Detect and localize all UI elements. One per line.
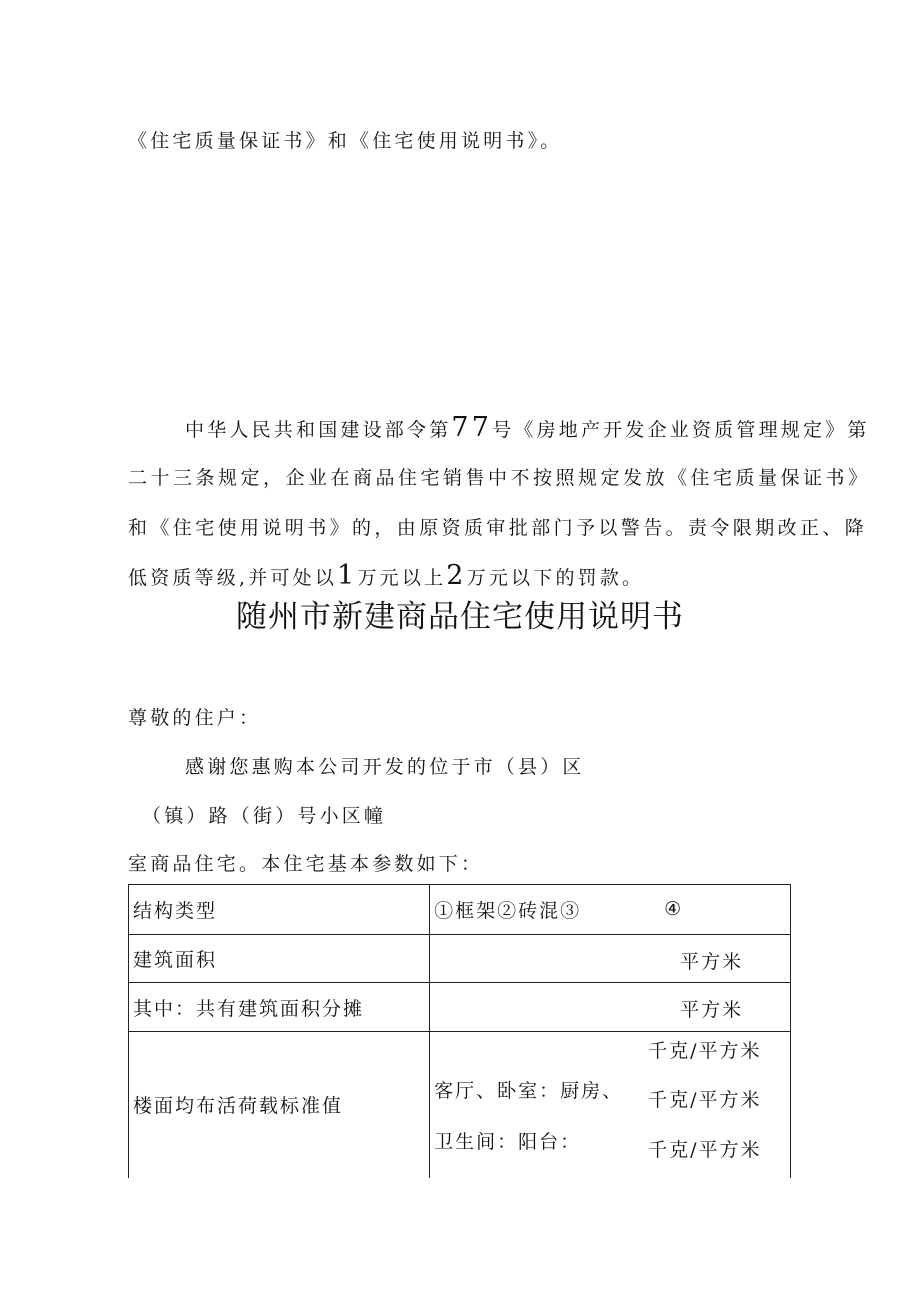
structure-type-label: 结构类型	[129, 885, 430, 935]
parameters-table	[128, 884, 791, 1178]
paragraph-line-4	[128, 560, 645, 591]
structure-type-value	[430, 885, 791, 935]
paragraph-line-1-start: 中华人民共和国建设部令第	[185, 419, 452, 441]
building-area-value	[430, 935, 791, 983]
structure-type-option-4: ④	[664, 898, 684, 920]
paragraph-number-77: 77	[451, 412, 493, 443]
floor-load-value	[430, 1032, 791, 1178]
intro-line-1: 感谢您惠购本公司开发的位于市（县）区	[185, 756, 585, 778]
paragraph-line-1	[185, 412, 870, 443]
intro-line-3: 室商品住宅。本住宅基本参数如下：	[128, 853, 484, 875]
floor-load-rooms-line-1: 客厅、卧室：厨房、	[434, 1080, 624, 1102]
floor-load-unit-3: 千克/平方米	[648, 1139, 762, 1161]
shared-area-label: 其中：共有建筑面积分摊	[129, 983, 430, 1032]
paragraph-line-4-middle: 万元以上	[357, 567, 447, 589]
table-row-building-area	[129, 935, 791, 983]
table-row-structure	[129, 885, 791, 935]
floor-load-rooms-line-2: 卫生间：阳台：	[434, 1131, 582, 1153]
floor-load-unit-2: 千克/平方米	[648, 1089, 762, 1111]
paragraph-line-2: 二十三条规定，企业在商品住宅销售中不按照规定发放《住宅质量保证书》	[128, 467, 871, 489]
building-area-unit: 平方米	[680, 951, 744, 973]
paragraph-number-1: 1	[337, 560, 358, 591]
table-row-floor-load	[129, 1032, 791, 1178]
floor-load-unit-1: 千克/平方米	[648, 1040, 762, 1062]
shared-area-unit: 平方米	[680, 999, 744, 1021]
table-row-shared-area	[129, 983, 791, 1032]
paragraph-line-3: 和《住宅使用说明书》的，由原资质审批部门予以警告。责令限期改正、降	[128, 517, 868, 539]
paragraph-line-1-end: 号《房地产开发企业资质管理规定》第	[492, 419, 870, 441]
greeting: 尊敬的住户：	[128, 707, 262, 729]
paragraph-line-4-end: 万元以下的罚款。	[466, 567, 645, 589]
paragraph-number-2: 2	[446, 560, 467, 591]
structure-type-options: ①框架②砖混③	[434, 900, 582, 922]
page-title: 随州市新建商品住宅使用说明书	[236, 599, 684, 635]
top-line: 《住宅质量保证书》和《住宅使用说明书》。	[128, 130, 563, 152]
paragraph-line-4-start: 低资质等级,并可处以	[128, 567, 338, 589]
shared-area-value	[430, 983, 791, 1032]
intro-line-2: （镇）路（街）号小区幢	[142, 805, 387, 827]
building-area-label: 建筑面积	[129, 935, 430, 983]
floor-load-label: 楼面均布活荷载标准值	[129, 1032, 430, 1178]
